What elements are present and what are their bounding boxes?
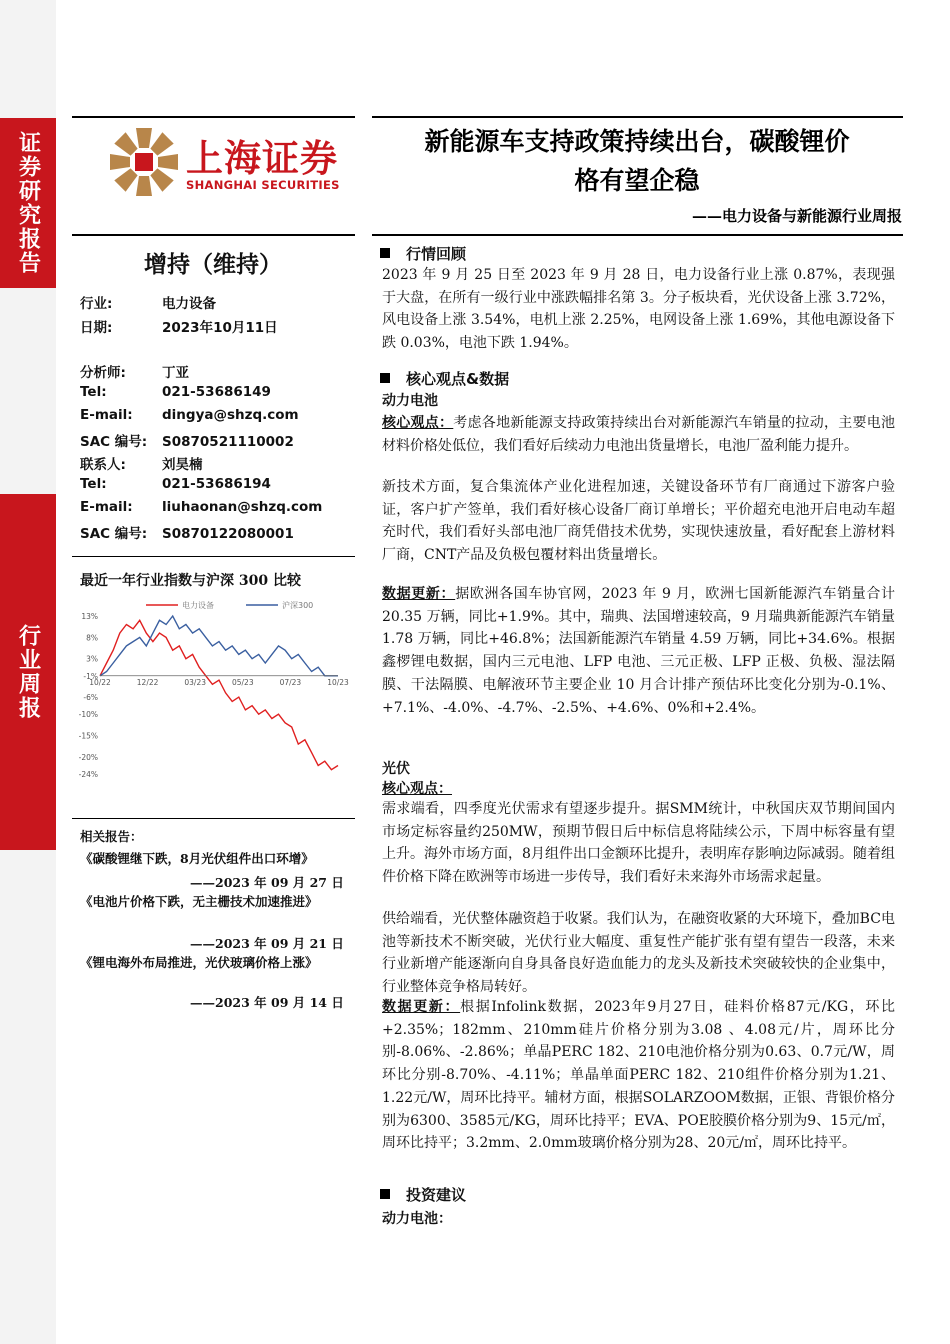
- pv-view-label: 核心观点：: [382, 781, 452, 797]
- advice-battery-subheading: 动力电池：: [382, 1211, 452, 1227]
- left-rule-top: [72, 234, 355, 236]
- info-label: 分析师:: [80, 365, 126, 381]
- info-label: SAC 编号:: [80, 434, 148, 450]
- chart-title: 最近一年行业指数与沪深 300 比较: [80, 573, 301, 589]
- info-value: 刘昊楠: [162, 457, 203, 473]
- sidebar-label-report: 证券研究报告: [15, 131, 41, 275]
- x-tick-label: 07/23: [279, 677, 302, 687]
- pv-data-label: 数据更新：: [382, 999, 461, 1015]
- info-row-sac: [80, 430, 294, 450]
- info-row-date: [80, 316, 278, 336]
- pv-supply-text: 供给端看，光伏整体融资趋于收紧。我们认为，在融资收紧的大环境下，叠加BC电池等新技术不断突破，光伏行业大幅度、重复性产能扩张有望有望告一段落，未来行业新增产能逐渐向自身具备良好造血能力的龙头及新技术突破较快的企业集中，行业整体竞争格局转好。: [382, 911, 895, 996]
- info-value: 021-53686194: [162, 476, 271, 492]
- sidebar-band-top: [0, 118, 56, 288]
- y-tick-label: -20%: [78, 752, 98, 762]
- legend-label-1: 沪深300: [282, 601, 314, 610]
- info-value: liuhaonan@shzq.com: [162, 499, 323, 515]
- info-row-tel2: [80, 476, 271, 492]
- x-tick-label: 05/23: [231, 677, 254, 687]
- related-report-2-date: ——2023 年 09 月 21 日: [190, 936, 344, 951]
- info-label: 行业:: [80, 296, 113, 312]
- section-review-text: 2023 年 9 月 25 日至 2023 年 9 月 28 日，电力设备行业上涨 0.87%，表现强于大盘，在所有一级行业中涨跌幅排名第 3。分子板块看，光伏设备上涨 3.72%，风电设备上涨 3.54%，电机上涨 2.25%，电网设备上涨 1.69%，其他电源设备下跌 0.03%，电池下跌 1.94%。: [382, 267, 895, 352]
- info-row-sac2: [80, 522, 294, 542]
- x-tick-label: 03/23: [184, 677, 207, 687]
- section-review-heading: 行情回顾: [380, 243, 466, 264]
- info-value: 丁亚: [162, 365, 189, 381]
- x-tick-label: 10/23: [327, 677, 349, 687]
- pv-data-text: 根据Infolink数据，2023年9月27日，硅料价格87元/KG，环比+2.35%；182mm、210mm硅片价格分别为3.08 、4.08元/片，周环比分别-8.06%、-2.86%；单晶PERC 182、210电池价格分别为0.63、0.7元/W，周环比分别-8.70%、-4.11%；单晶单面PERC 182、210组件价格分别为1.21、1.22元/W，周环比持平。辅材方面，根据SOLARZOOM数据，正银、背银价格分别为6300、3585元/KG，周环比持平；EVA、POE胶膜价格分别为9、15元/㎡，周环比持平；3.2mm、2.0mm玻璃价格分别为28、20元/㎡，周环比持平。: [382, 999, 895, 1152]
- rating: 增持（维持）: [144, 252, 282, 278]
- section-advice-heading: 投资建议: [380, 1184, 466, 1205]
- bullet-square-icon: [380, 1189, 390, 1199]
- report-subtitle: ——电力设备与新能源行业周报: [691, 207, 902, 225]
- y-tick-label: -15%: [78, 731, 98, 741]
- info-value: 2023年10月11日: [162, 320, 278, 336]
- info-label: Tel:: [80, 384, 107, 400]
- info-label: 日期:: [80, 320, 113, 336]
- info-label: E-mail:: [80, 499, 133, 515]
- bullet-square-icon: [380, 373, 390, 383]
- y-tick-label: 3%: [86, 654, 98, 664]
- battery-tech-text: 新技术方面，复合集流体产业化进程加速，关键设备环节有厂商通过下游客户验证，客户扩产签单，我们看好核心设备厂商订单增长；平价超充电池开启电动车超充时代，我们看好头部电池厂商凭借技术优势，实现快速放量，看好配套上游材料厂商，CNT产品及负极包覆材料出货量增长。: [382, 479, 895, 564]
- logo-english-name: SHANGHAI SECURITIES: [186, 178, 340, 192]
- related-report-1-title: 《碳酸锂继下跌，8月光伏组件出口环增》: [80, 851, 314, 866]
- y-tick-label: 8%: [86, 633, 98, 643]
- sidebar-band-mid: [0, 494, 56, 850]
- battery-data-label: 数据更新：: [382, 586, 456, 602]
- pv-demand-text: 需求端看，四季度光伏需求有望逐步提升。据SMM统计，中秋国庆双节期间国内市场定标容量约250MW，预期节假日后中标信息将陆续公示，下周中标容量有望上升。海外市场方面，8月组件出口金额环比提升，表明库存影响边际减弱。随着组件价格下降在欧洲等市场进一步传导，我们看好未来海外市场需求起量。: [382, 801, 895, 886]
- right-rule-top: [372, 234, 903, 236]
- index-comparison-chart: [72, 594, 354, 790]
- battery-data-text: 据欧洲各国车协官网，2023 年 9 月，欧洲七国新能源汽车销量合计 20.35 万辆，同比+1.9%。其中，瑞典、法国增速较高，9 月瑞典新能源汽车销量 1.78 万辆，同比+46.8%；法国新能源汽车销量 4.59 万辆，同比+34.6%。根据鑫椤锂电数据，国内三元电池、LFP 电池、三元正极、LFP 正极、负极、湿法隔膜、干法隔膜、电解液环节主要企业 10 月合计排产预估环比变化分别为-0.1%、+7.1%、-4.0%、-4.7%、-2.5%、+4.6%、0%和+2.4%。: [382, 586, 895, 716]
- battery-view-text: 考虑各地新能源支持政策持续出台对新能源汽车销量的拉动，主要电池材料价格处低位，我们看好后续动力电池出货量增长，电池厂盈利能力提升。: [382, 415, 896, 454]
- info-value: S0870122080001: [162, 526, 294, 542]
- y-tick-label: -6%: [83, 693, 98, 703]
- info-label: E-mail:: [80, 407, 133, 423]
- header-rule-left: [72, 116, 355, 118]
- header-rule-right: [372, 116, 903, 118]
- sidebar-label-weekly: 行业周报: [15, 624, 41, 720]
- info-row-email2: [80, 499, 322, 515]
- y-tick-label: -1%: [83, 671, 98, 681]
- sidebar: [0, 0, 56, 1344]
- pv-heading: 光伏: [382, 761, 410, 777]
- pv-data: [382, 996, 895, 1155]
- y-tick-label: -24%: [78, 770, 98, 779]
- info-row-industry: [80, 292, 216, 312]
- info-row-analyst: [80, 361, 189, 381]
- related-report-3-date: ——2023 年 09 月 14 日: [190, 995, 344, 1010]
- info-label: 联系人:: [80, 457, 126, 473]
- report-title-line2: 格有望企稳: [574, 166, 700, 195]
- info-value: S0870521110002: [162, 434, 294, 450]
- info-value: dingya@shzq.com: [162, 407, 299, 423]
- related-report-2-title: 《电池片价格下跌，无主栅技术加速推进》: [80, 894, 318, 909]
- related-heading: 相关报告：: [80, 829, 143, 844]
- info-row-contact: [80, 453, 203, 473]
- info-row-email: [80, 407, 299, 423]
- related-report-1-date: ——2023 年 09 月 27 日: [190, 875, 344, 890]
- logo-chinese-name: 上海证券: [186, 137, 338, 180]
- x-tick-label: 12/22: [136, 677, 159, 687]
- company-logo: [108, 126, 358, 198]
- battery-heading: 动力电池: [382, 393, 438, 409]
- info-value: 021-53686149: [162, 384, 271, 400]
- battery-view-label: 核心观点：: [382, 415, 454, 431]
- info-value: 电力设备: [162, 296, 216, 312]
- bullet-square-icon: [380, 248, 390, 258]
- logo-emblem-icon: [108, 126, 180, 198]
- battery-data: [382, 583, 895, 719]
- related-report-3-title: 《锂电海外布局推进，光伏玻璃价格上涨》: [80, 955, 318, 970]
- info-label: SAC 编号:: [80, 526, 148, 542]
- left-rule-bottom: [72, 818, 355, 819]
- report-title-line1: 新能源车支持政策持续出台，碳酸锂价: [424, 127, 850, 156]
- x-tick-label: 10/22: [89, 677, 111, 687]
- left-rule-mid: [72, 556, 355, 557]
- section-core-heading: 核心观点&数据: [380, 368, 509, 389]
- y-tick-label: -10%: [78, 710, 98, 720]
- info-label: Tel:: [80, 476, 107, 492]
- report-title: [372, 122, 902, 200]
- battery-view: [382, 412, 895, 457]
- info-row-tel: [80, 384, 271, 400]
- legend-label-0: 电力设备: [182, 601, 214, 610]
- y-tick-label: 13%: [81, 612, 98, 621]
